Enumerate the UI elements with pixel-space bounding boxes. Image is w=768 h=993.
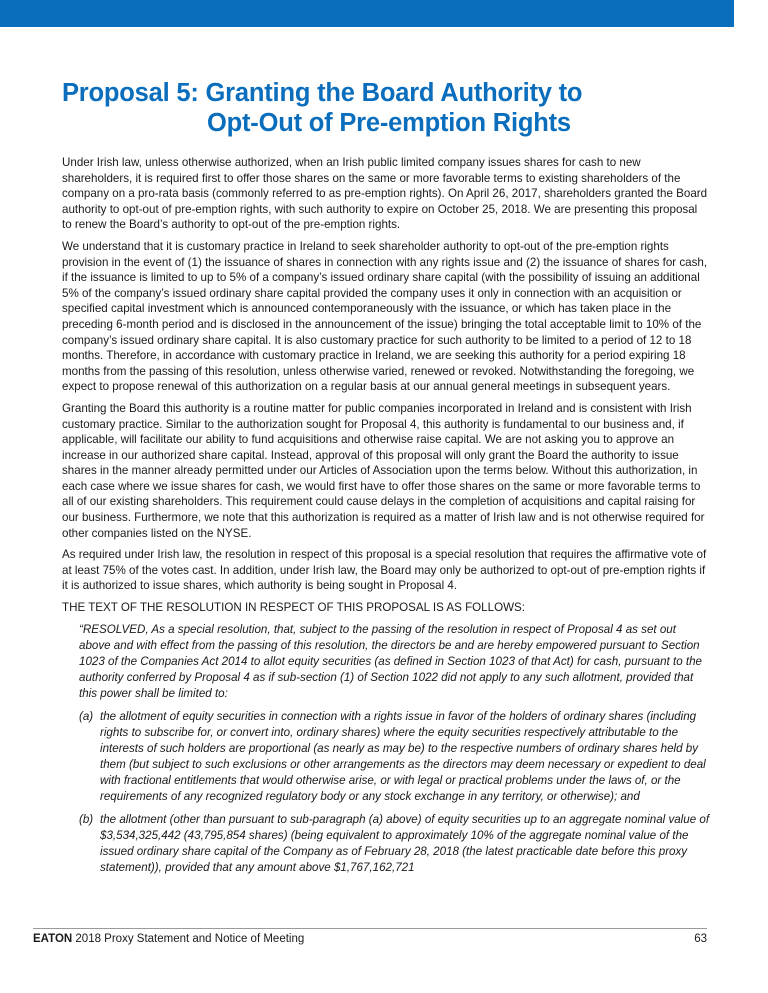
item-text: the allotment (other than pursuant to sub-paragraph (a) above) of equity securities up to an aggregate nominal value of $3,534,325,442 (43,795,854 shares) (being equivalent to approximately 10% of the aggregate nominal value of the issued ordinary share capital of the Company as of February 28, 2018 (the latest practicable date before this proxy statement)), provided that any amount above $1,767,162,721 <box>100 812 710 874</box>
body-content <box>62 155 710 883</box>
paragraph: Under Irish law, unless otherwise authorized, when an Irish public limited company issues shares for cash to new shareholders, it is required first to offer those shares on the same or more favorable terms to existing shareholders of the company on a pro-rata basis (commonly referred to as pre-emption rights). On April 26, 2017, shareholders granted the Board authority to opt-out of pre-emption rights, with such authority to expire on October 25, 2018. We are presenting this proposal to renew the Board’s authority to opt-out of the pre-emption rights. <box>62 156 708 232</box>
paragraph: We understand that it is customary practice in Ireland to seek shareholder authority to opt-out of the pre-emption rights provision in the event of (1) the issuance of shares in connection with any rights issue and (2) the issuance of shares for cash, if the issuance is limited to up to 5% of a company’s issued ordinary share capital (with the possibility of issuing an additional 5% of the company’s issued ordinary share capital provided the company uses it only in connection with an acquisition or specified capital investment which is announced contemporaneously with the issuance, or which has taken place in the preceding 6-month period and is disclosed in the announcement of the issue) bringing the total acceptable limit to 10% of the company’s issued ordinary share capital. It is also customary practice for such authority to be limited to a period of 12 to 18 months. Therefore, in accordance with customary practice in Ireland, we are seeking this authority for a period expiring 18 months from the passing of this resolution, unless otherwise varied, renewed or revoked. Notwithstanding the foregoing, we expect to propose renewal of this authorization on a regular basis at our annual general meetings in subsequent years. <box>62 239 708 394</box>
title-line-1: Proposal 5: Granting the Board Authority to <box>62 79 583 107</box>
paragraph: As required under Irish law, the resolution in respect of this proposal is a special resolution that requires the affirmative vote of at least 75% of the votes cast. In addition, under Irish law, the Board may only be authorized to opt-out of pre-emption rights if it is authorized to issue shares, which authority is being sought in Proposal 4. <box>62 548 707 593</box>
page-title <box>62 78 582 138</box>
page-number: 63 <box>694 933 707 945</box>
paragraph: Granting the Board this authority is a routine matter for public companies incorporated in Ireland and is consistent with Irish customary practice. Similar to the authorization sought for Proposal 4, this authority is fundamental to our business and, if applicable, will facilitate our ability to fund acquisitions and otherwise raise capital. We are not asking you to approve an increase in our authorized share capital. Instead, approval of this proposal will only grant the Board the authority to issue shares in the manner already permitted under our Articles of Association upon the terms below. Without this authorization, in each case where we issue shares for cash, we would first have to offer those shares on the same or more favorable terms to all of our existing shareholders. This requirement could cause delays in the completion of acquisitions and capital raising for our business. Furthermore, we note that this authorization is required as a matter of Irish law and is not otherwise required for other companies listed on the NYSE. <box>62 401 705 540</box>
item-text: the allotment of equity securities in connection with a rights issue in favor of the holders of ordinary shares (including rights to subscribe for, or convert into, ordinary shares) where the equity securities respectively attributable to the interests of such holders are proportional (as nearly as may be) to the respective numbers of ordinary shares held by them (but subject to such exclusions or other arrangements as the directors may deem necessary or expedient to deal with fractional entitlements that would otherwise arise, or with legal or practical problems under the laws of, or the requirements of any recognized regulatory body or any stock exchange in any territory, or otherwise); and <box>100 709 706 803</box>
footer-doc-title: 2018 Proxy Statement and Notice of Meeting <box>72 933 305 945</box>
title-line-2: Opt-Out of Pre-emption Rights <box>207 109 571 137</box>
resolution-item <box>62 812 710 876</box>
resolution-item <box>62 709 710 805</box>
resolution-heading: THE TEXT OF THE RESOLUTION IN RESPECT OF THIS PROPOSAL IS AS FOLLOWS: <box>62 601 525 615</box>
footer-title <box>33 933 304 945</box>
resolution-intro: “RESOLVED, As a special resolution, that, subject to the passing of the resolution in respect of Proposal 4 as set out above and with effect from the passing of this resolution, the directors be and are hereby empowered pursuant to Section 1023 of the Companies Act 2014 to allot equity securities (as defined in Section 1023 of that Act) for cash, pursuant to the authority conferred by Proposal 4 as if sub-section (1) of Section 1022 did not apply to any such allotment, provided that this power shall be limited to: <box>79 622 702 700</box>
page-footer <box>33 933 707 945</box>
header-color-bar <box>0 0 734 27</box>
footer-divider <box>33 928 707 929</box>
item-marker: (b) <box>79 812 94 826</box>
footer-brand: EATON <box>33 933 73 945</box>
item-marker: (a) <box>79 709 94 723</box>
